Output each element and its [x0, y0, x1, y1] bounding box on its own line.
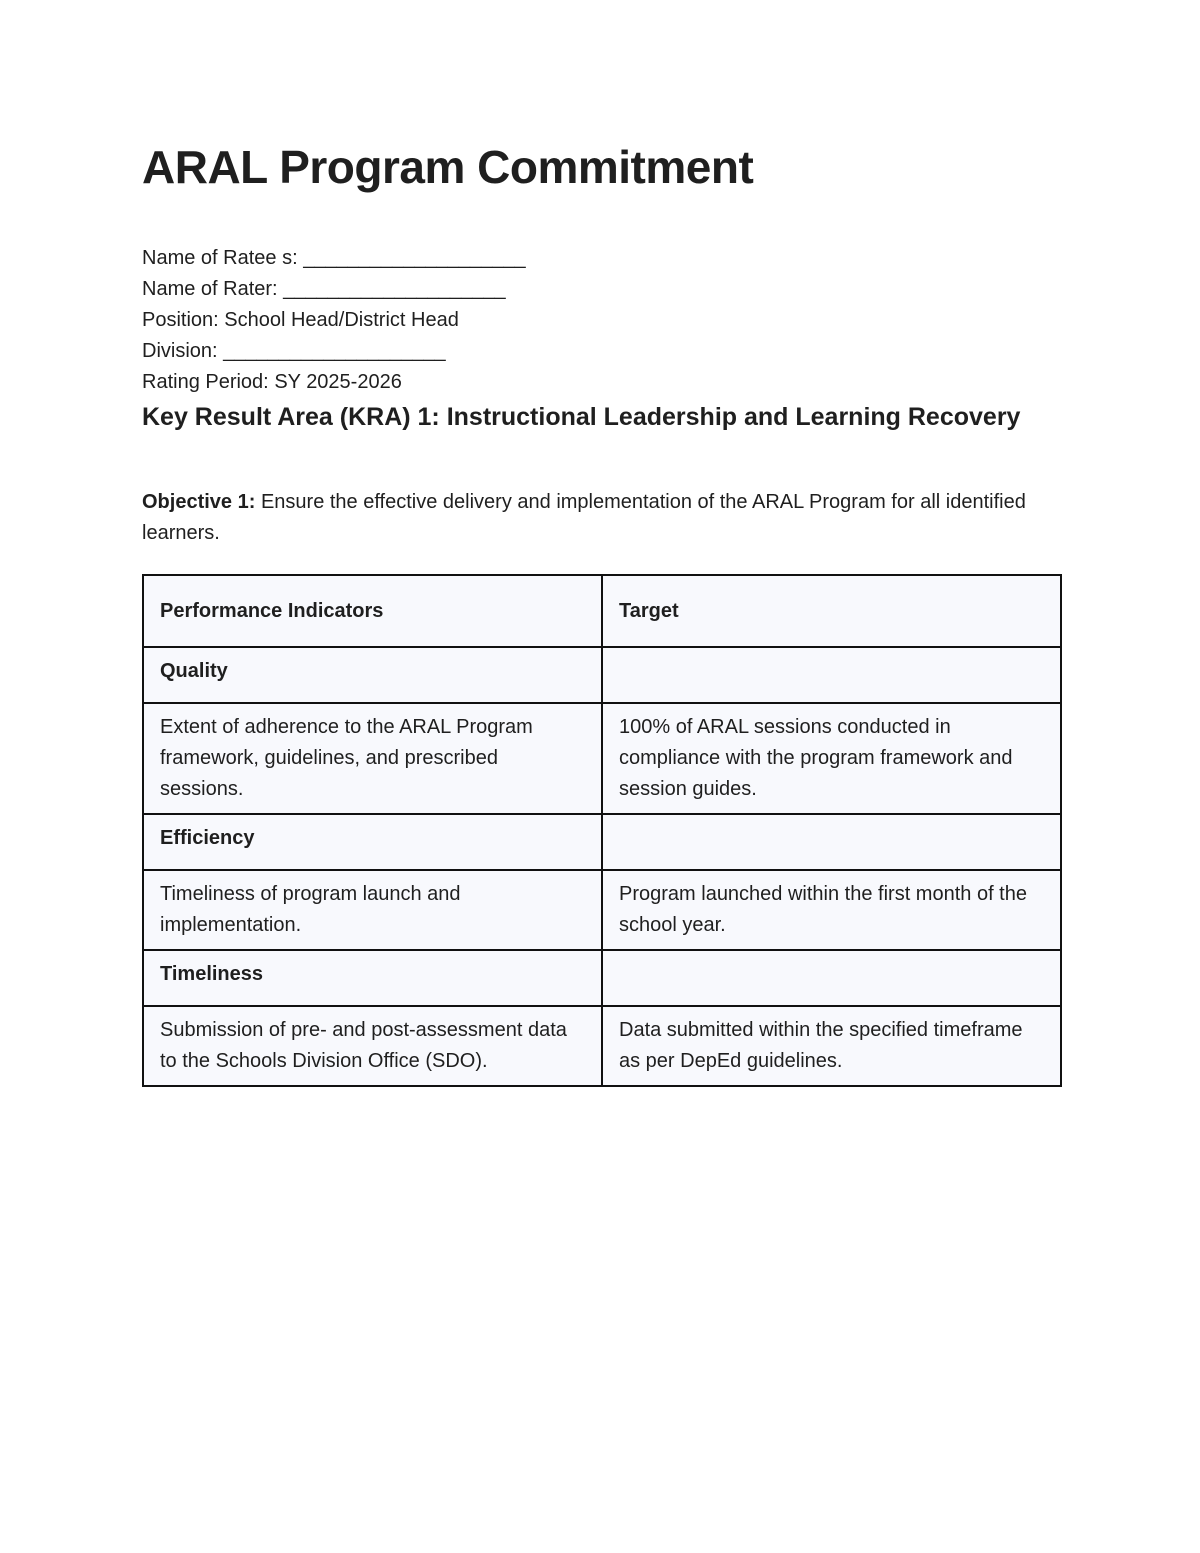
document-title: ARAL Program Commitment	[142, 141, 754, 193]
division-label: Division:	[142, 340, 218, 362]
division-field	[142, 336, 526, 367]
target-cell: Program launched within the first month of the school year.	[602, 870, 1061, 950]
ratee-value: ____________________	[303, 247, 526, 269]
kra-heading: Key Result Area (KRA) 1: Instructional Leadership and Learning Recovery	[142, 403, 1021, 431]
rater-field	[142, 274, 526, 305]
objective	[142, 487, 1042, 549]
position-label: Position:	[142, 309, 219, 331]
indicator-cell: Timeliness of program launch and implementation.	[143, 870, 602, 950]
table-header-row	[143, 575, 1061, 647]
category-label: Timeliness	[143, 950, 602, 1006]
table-row	[143, 703, 1061, 814]
position-value: School Head/District Head	[224, 309, 459, 331]
target-cell: 100% of ARAL sessions conducted in compliance with the program framework and session guides.	[602, 703, 1061, 814]
rating-info	[142, 243, 526, 398]
header-performance-indicators: Performance Indicators	[143, 575, 602, 647]
category-row-timeliness	[143, 950, 1061, 1006]
table-row	[143, 870, 1061, 950]
performance-table	[142, 574, 1062, 1087]
category-row-efficiency	[143, 814, 1061, 870]
category-row-quality	[143, 647, 1061, 703]
indicator-cell: Extent of adherence to the ARAL Program framework, guidelines, and prescribed sessions.	[143, 703, 602, 814]
rater-value: ____________________	[283, 278, 506, 300]
category-empty-cell	[602, 814, 1061, 870]
position-field	[142, 305, 526, 336]
division-value: ____________________	[223, 340, 446, 362]
ratee-field	[142, 243, 526, 274]
ratee-label: Name of Ratee s:	[142, 247, 298, 269]
category-empty-cell	[602, 950, 1061, 1006]
rating-period-label: Rating Period:	[142, 371, 269, 393]
rating-period-field	[142, 367, 526, 398]
category-label: Efficiency	[143, 814, 602, 870]
objective-text: Ensure the effective delivery and implementation of the ARAL Program for all identified learners.	[142, 491, 1026, 544]
category-empty-cell	[602, 647, 1061, 703]
table-row	[143, 1006, 1061, 1086]
category-label: Quality	[143, 647, 602, 703]
objective-label: Objective 1:	[142, 491, 256, 513]
rating-period-value: SY 2025-2026	[274, 371, 402, 393]
indicator-cell: Submission of pre- and post-assessment data to the Schools Division Office (SDO).	[143, 1006, 602, 1086]
rater-label: Name of Rater:	[142, 278, 278, 300]
header-target: Target	[602, 575, 1061, 647]
target-cell: Data submitted within the specified timeframe as per DepEd guidelines.	[602, 1006, 1061, 1086]
